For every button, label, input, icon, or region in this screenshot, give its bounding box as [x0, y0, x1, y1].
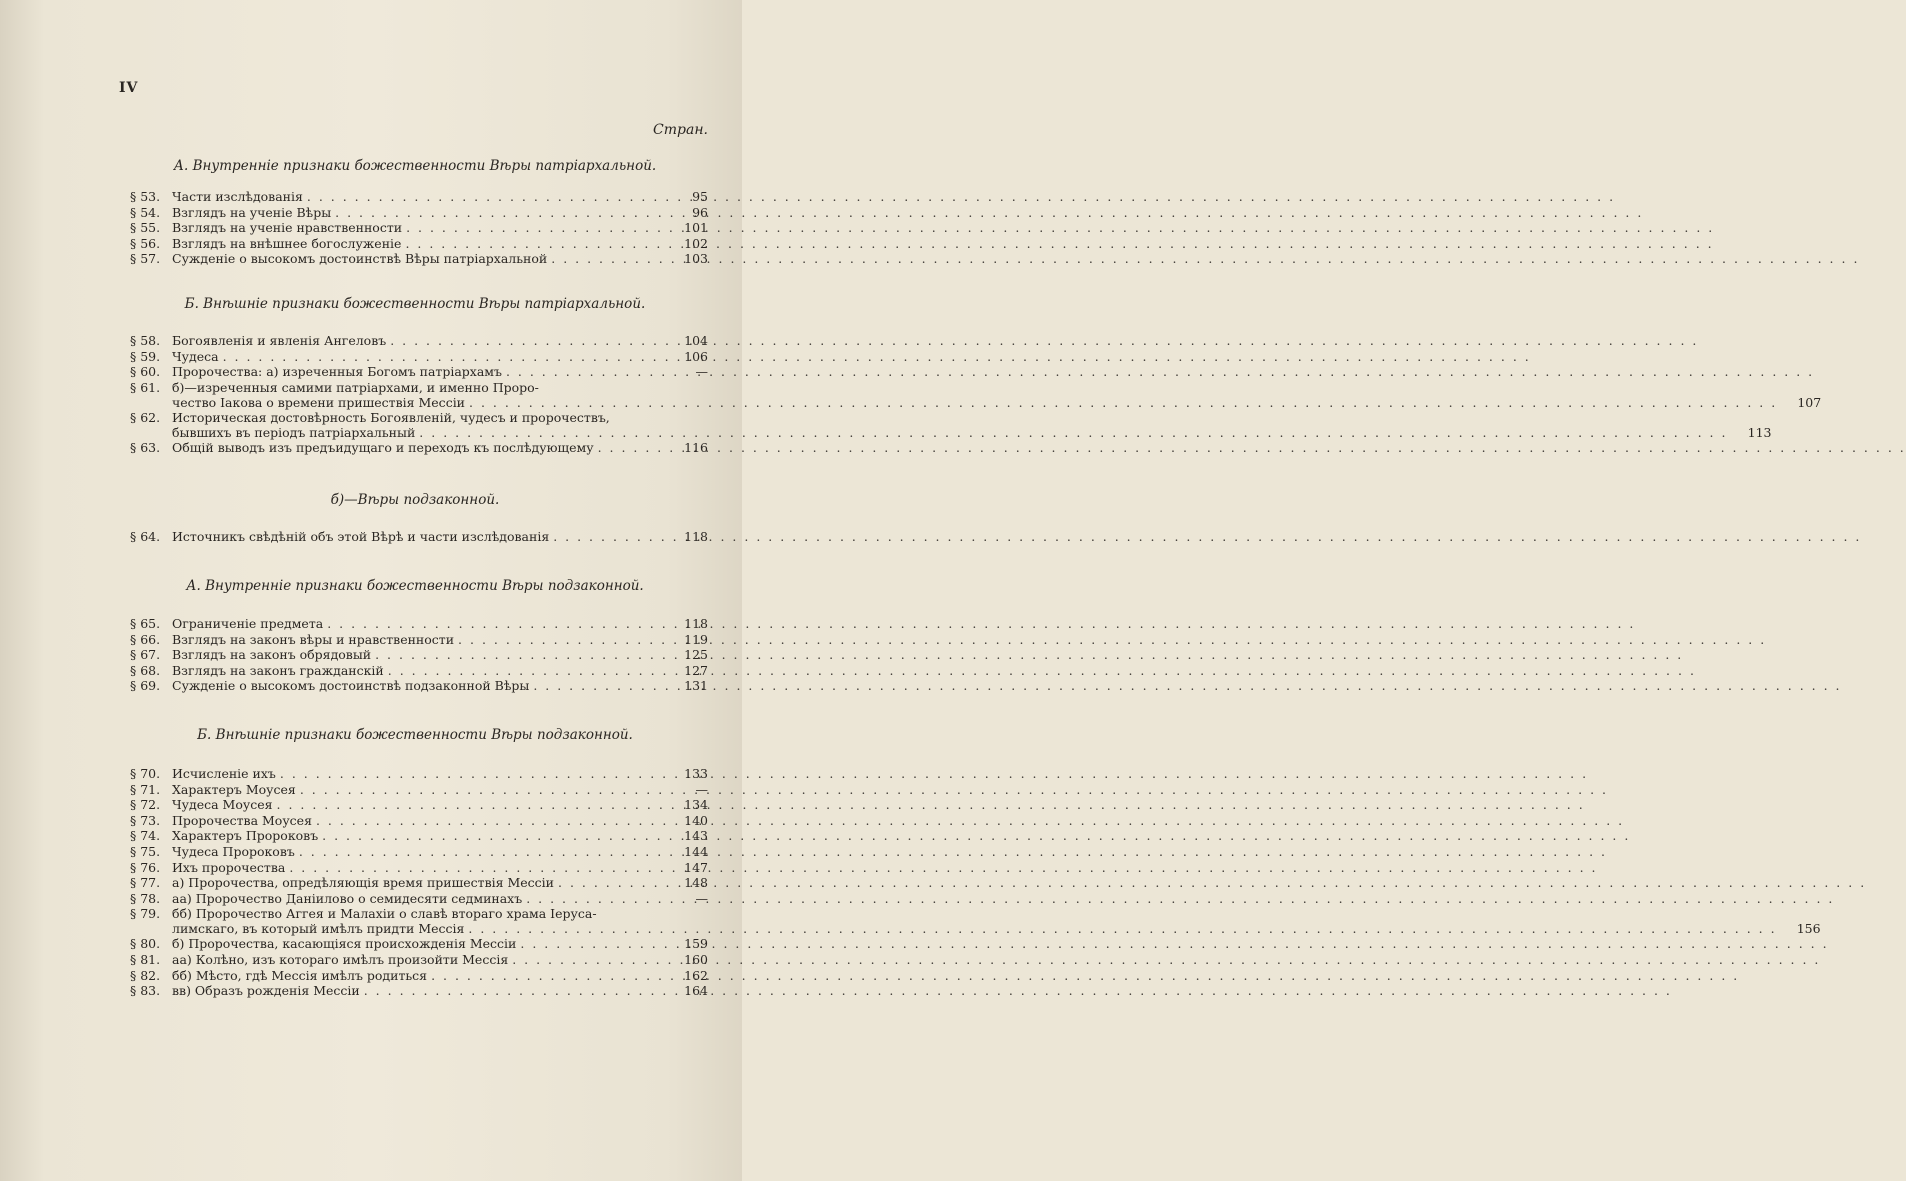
toc-entry [130, 236, 708, 252]
toc-entry [130, 968, 708, 984]
dot-leader [223, 349, 1531, 364]
section-number: § 59. [130, 348, 161, 364]
entry-title: Характеръ Моусея [172, 781, 296, 797]
section-number: § 63. [130, 439, 161, 455]
toc-entry [130, 440, 708, 456]
entry-title: Взглядъ на ученіе Вѣры [172, 204, 332, 220]
toc-entry [130, 189, 708, 205]
entry-title: Источникъ свѣдѣній объ этой Вѣрѣ и части изслѣдованія [172, 529, 550, 544]
dot-leader [375, 647, 1683, 662]
page-number: 131 [684, 678, 708, 694]
section-number: § 55. [130, 220, 161, 236]
entry-title: аа) Колѣно, изъ котораго имѣлъ произойти Мессія [172, 951, 509, 967]
section-number: § 57. [130, 251, 161, 267]
section-number: § 80. [130, 936, 161, 952]
page-number: 125 [684, 647, 708, 663]
entry-title: Части изслѣдованія [172, 189, 303, 204]
entry-title: Взглядъ на внѣшнее богослуженіе [172, 235, 402, 251]
page-number: — [695, 781, 708, 797]
page-folio: IV [119, 80, 139, 96]
section-number: § 67. [130, 647, 161, 663]
section-number: § 70. [130, 766, 161, 781]
toc-entry [130, 647, 708, 663]
section-number: § 76. [130, 859, 161, 875]
page-number: 162 [684, 967, 708, 983]
page-number: 119 [684, 631, 708, 647]
page-number: 103 [684, 251, 708, 267]
dot-leader [388, 663, 1696, 678]
page-number: 118 [684, 529, 708, 544]
section-number: § 68. [130, 662, 161, 678]
toc-entry [130, 616, 708, 632]
section-number: § 79. [130, 906, 161, 922]
entry-title: Чудеса [172, 348, 219, 364]
section-title: А. Внутреннiе признаки божественности Вѣры подзаконной. [186, 578, 644, 594]
page-number: 95 [692, 189, 708, 204]
section-number: § 66. [130, 631, 161, 647]
dot-leader [327, 616, 1635, 631]
entry-title: Богоявленія и явленія Ангеловъ [172, 333, 387, 348]
page-number: 156 [1796, 921, 1821, 937]
entry-title-continued: лимскаго, въ который имѣлъ придти Мессія [172, 921, 465, 937]
dot-leader [316, 813, 1624, 828]
entry-title: Пророчества Моусея [172, 812, 312, 828]
page-number: 144 [684, 843, 708, 859]
dot-leader [558, 875, 1866, 890]
entry-title: Ограниченіе предмета [172, 616, 324, 631]
section-number: § 54. [130, 204, 161, 220]
dot-leader [299, 844, 1607, 859]
dot-leader [512, 952, 1820, 967]
page-number: 106 [684, 348, 708, 364]
toc-entry [130, 983, 708, 999]
entry-title: Чудеса Моусея [172, 797, 273, 813]
entry-title: Пророчества: а) изреченныя Богомъ патріархамъ [172, 364, 502, 380]
dot-leader [431, 968, 1739, 983]
page-number: 148 [684, 875, 708, 891]
toc-entry [130, 906, 1821, 937]
entry-title: Исчисленіе ихъ [172, 766, 276, 781]
toc-section [130, 333, 1822, 455]
section-number: § 81. [130, 951, 161, 967]
toc-entry [130, 844, 708, 860]
section-number: § 58. [130, 333, 161, 348]
page-number: 164 [684, 983, 708, 999]
toc-entry [130, 891, 708, 907]
dot-leader [458, 632, 1766, 647]
toc-entry [130, 205, 708, 221]
section-number: § 64. [130, 529, 161, 544]
entry-title: Чудеса Пророковъ [172, 843, 295, 859]
entry-title: Общій выводъ изъ предъидущаго и переходъ къ послѣдующему [172, 439, 594, 455]
section-number: § 78. [130, 890, 161, 906]
section-number: § 72. [130, 797, 161, 813]
page-number: 104 [684, 333, 708, 348]
toc-entry [130, 409, 1772, 440]
toc-entry [130, 349, 708, 365]
toc-section [130, 616, 708, 694]
toc-entry [130, 333, 708, 349]
toc-entry [130, 379, 1822, 410]
section-number: § 75. [130, 843, 161, 859]
page-number: 133 [684, 766, 708, 781]
section-title: б)—Вѣры подзаконной. [330, 492, 500, 508]
toc-entry [130, 251, 708, 267]
dot-leader [390, 333, 1698, 348]
page-number: 101 [684, 220, 708, 236]
section-number: § 56. [130, 235, 161, 251]
section-number: § 77. [130, 875, 161, 891]
toc-entry [130, 936, 708, 952]
page-number: 118 [684, 616, 708, 631]
dot-leader [469, 395, 1777, 410]
section-number: § 65. [130, 616, 161, 631]
dot-leader [598, 440, 1906, 455]
page-number: — [695, 890, 708, 906]
entry-title: Сужденіе о высокомъ достоинствѣ Вѣры патріархальной [172, 251, 548, 267]
toc-entry [130, 797, 708, 813]
dot-leader [406, 220, 1714, 235]
dot-leader [419, 425, 1727, 440]
toc-entry [130, 782, 708, 798]
entry-title: Ихъ пророчества [172, 859, 286, 875]
dot-leader [520, 936, 1828, 951]
dot-leader [551, 251, 1859, 266]
section-number: § 61. [130, 379, 161, 395]
toc-entry [130, 952, 708, 968]
section-number: § 62. [130, 409, 161, 425]
entry-title: бб) Мѣсто, гдѣ Мессія имѣлъ родиться [172, 967, 428, 983]
page-number: 102 [684, 235, 708, 251]
dot-leader [468, 921, 1776, 936]
dot-leader [280, 766, 1588, 781]
page-number: 143 [684, 828, 708, 844]
toc-entry [130, 875, 708, 891]
section-number: § 69. [130, 678, 161, 694]
dot-leader [335, 205, 1643, 220]
toc-entry [130, 663, 708, 679]
section-number: § 83. [130, 983, 161, 999]
toc-entry [130, 766, 708, 782]
entry-title: вв) Образъ рожденія Мессіи [172, 983, 360, 999]
entry-title: б)—изреченныя самими патріархами, и именно Проро- [172, 379, 539, 395]
page-number: 140 [684, 812, 708, 828]
toc-entry [130, 828, 708, 844]
page-number: 134 [684, 797, 708, 813]
toc-entry [130, 813, 708, 829]
section-title: Б. Внѣшнiе признаки божественности Вѣры патрiархальной. [184, 296, 646, 312]
dot-leader [553, 529, 1861, 544]
entry-title: а) Пророчества, опредѣляющія время пришествія Мессіи [172, 875, 554, 891]
entry-title: бб) Пророчество Аггея и Малахіи о славѣ втораго храма Іеруса- [172, 906, 597, 922]
dot-leader [322, 828, 1630, 843]
page-number: 160 [684, 951, 708, 967]
section-number: § 60. [130, 364, 161, 380]
toc-entry [130, 860, 708, 876]
section-number: § 53. [130, 189, 161, 204]
section-number: § 74. [130, 828, 161, 844]
page-number: 96 [692, 204, 708, 220]
dot-leader [289, 860, 1597, 875]
entry-title: Взглядъ на законъ обрядовый [172, 647, 372, 663]
toc-entry [130, 364, 708, 380]
toc-section [130, 189, 708, 267]
page-number: 116 [684, 439, 708, 455]
page-number: 127 [684, 662, 708, 678]
entry-title: Взглядъ на законъ вѣры и нравственности [172, 631, 455, 647]
dot-leader [277, 797, 1585, 812]
section-number: § 73. [130, 812, 161, 828]
entry-title: Характеръ Пророковъ [172, 828, 319, 844]
dot-leader [526, 891, 1834, 906]
entry-title-continued: бывшихъ въ періодъ патріархальный [172, 424, 416, 440]
page-number: 147 [684, 859, 708, 875]
dot-leader [364, 983, 1672, 998]
page-column-header: Стран. [653, 122, 708, 138]
dot-leader [533, 678, 1841, 693]
section-title: Б. Внѣшнiе признаки божественности Вѣры подзаконной. [197, 727, 633, 743]
entry-title: Взглядъ на ученіе нравственности [172, 220, 403, 236]
page-number: 107 [1797, 394, 1822, 410]
toc-entry [130, 220, 708, 236]
section-number: § 82. [130, 967, 161, 983]
toc-entry [130, 632, 708, 648]
dot-leader [307, 189, 1615, 204]
section-number: § 71. [130, 781, 161, 797]
section-title: А. Внутреннiе признаки божественности Вѣры патрiархальной. [173, 158, 657, 174]
toc-entry [130, 678, 708, 694]
entry-title: Взглядъ на законъ гражданскій [172, 662, 384, 678]
toc-section [130, 766, 1821, 999]
entry-title: Историческая достовѣрность Богоявленій, чудесъ и пророчествъ, [172, 409, 610, 425]
entry-title: Сужденіе о высокомъ достоинствѣ подзаконной Вѣры [172, 678, 530, 694]
entry-title-continued: чество Іакова о времени пришествія Мессіи [172, 394, 466, 410]
dot-leader [405, 236, 1713, 251]
page-number: — [695, 364, 708, 380]
entry-title: б) Пророчества, касающіяся происхожденія Мессіи [172, 936, 517, 952]
page-number: 159 [684, 936, 708, 952]
page-number: 113 [1747, 424, 1772, 440]
dot-leader [300, 782, 1608, 797]
entry-title: аа) Пророчество Даніилово о семидесяти седминахъ [172, 890, 523, 906]
toc-section [130, 529, 708, 545]
toc-entry [130, 529, 708, 545]
